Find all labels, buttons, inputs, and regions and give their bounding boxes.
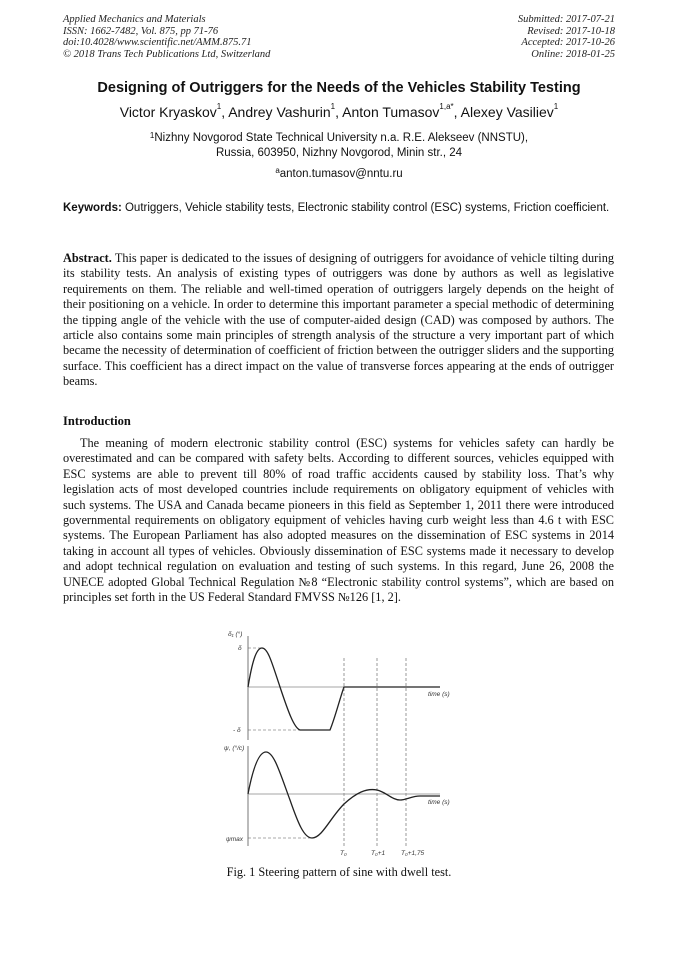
figure-caption: Fig. 1 Steering pattern of sine with dwell test. — [226, 865, 452, 879]
submission-dates — [518, 14, 615, 60]
paper-title: Designing of Outriggers for the Needs of the Vehicles Stability Testing — [97, 80, 581, 96]
author-affiliation-mark: 1,a* — [439, 102, 454, 111]
abstract-text: This paper is dedicated to the issues of designing of outriggers for avoidance of vehicle tilting during its stability tests. An analysis of existing types of outriggers was done by authors as well as legislative requirements on them. The reliable and well-timed operation of outriggers largely depends on the height of their positioning on a vehicle. In order to determine this important parameter a special methodic of determining the tipping angle of the vehicle with the use of computer-aided design (CAD) was composed by authors. The article also contains some main principles of strength analysis of the structure a very important part of which became the necessity of determination of coefficient of friction between the outrigger sliders and the supporting surface. This coefficient has a direct impact on the value of transverse forces appearing at the ends of outrigger beams. — [63, 251, 614, 389]
bottom-x-label: time (s) — [428, 799, 450, 806]
issn-line: ISSN: 1662-7482, Vol. 875, pp 71-76 — [63, 25, 219, 37]
revised-date: Revised: 2017-10-18 — [527, 25, 615, 37]
keywords-text: Outriggers, Vehicle stability tests, Electronic stability control (ESC) systems, Friction coefficient. — [121, 202, 610, 214]
journal-info — [63, 14, 270, 60]
introduction-text: The meaning of modern electronic stability control (ESC) systems for vehicles safety can hardly be overestimated and can be compared with safety belts. According to different sources, vehicles equipped with ESC systems are able to prevent till 80% of road traffic accidents caused by stability loss. That’s why legislation acts of most developed countries include requirements on obligatory equipment of vehicles with such systems. The USA and Canada became pioneers in this field as September 1, 2011 there were introduced governmental requirements on obligatory equipment of vehicles having curb weight less than 4.6 t with ESC systems. The European Parliament has also adopted measures on the dissemination of ESC systems in 2014 taking in account all types of vehicles. Obviously dissemination of ESC systems made it necessary to develop and adopt technical regulation on evaluation and testing of such systems. In this regard, June 26, 2008 the UNECE adopted Global Technical Regulation №8 “Electronic stability control systems”, which are based on principles set forth in the US Federal Standard FMVSS №126 [1, 2]. — [63, 436, 614, 605]
t0-label: T₀ — [340, 850, 347, 857]
abstract-label: Abstract. — [63, 251, 112, 265]
top-neg-delta-tick: - δ — [233, 727, 241, 734]
introduction-heading: Introduction — [63, 414, 131, 428]
affiliation — [0, 131, 678, 160]
affiliation-mark: 1 — [149, 131, 155, 140]
doi-line: doi:10.4028/www.scientific.net/AMM.875.71 — [63, 37, 252, 49]
email-address[interactable]: anton.tumasov@nntu.ru — [279, 168, 403, 180]
journal-name: Applied Mechanics and Materials — [63, 14, 206, 25]
contact-email — [0, 168, 678, 180]
bottom-y-label: ψ, (°/c) — [224, 745, 245, 752]
author-affiliation-mark: 1 — [330, 102, 336, 111]
copyright-line: © 2018 Trans Tech Publications Ltd, Switzerland — [63, 48, 271, 60]
author-name: Victor Kryaskov — [119, 104, 217, 120]
author-affiliation-mark: 1 — [216, 102, 222, 111]
top-y-label: δ₁ (°) — [228, 631, 243, 638]
submitted-date: Submitted: 2017-07-21 — [517, 14, 615, 25]
author-affiliation-mark: 1 — [553, 102, 559, 111]
author-list: Victor Kryaskov$^1$, Andrey Vashurin$^1$, Anton Tumasov$^{1,a*}$, Alexey Vasiliev$^1$ — [119, 102, 559, 120]
t1-label: T₀+1 — [371, 850, 386, 857]
affiliation-line-2: Russia, 603950, Nizhny Novgorod, Minin str., 24 — [215, 146, 463, 159]
email-mark: a — [275, 166, 280, 175]
author-name: Anton Tumasov — [342, 104, 440, 120]
author-name: Andrey Vashurin — [228, 104, 331, 120]
t2-label: T₀+1,75 — [401, 850, 425, 857]
author-name: Alexey Vasiliev — [460, 104, 554, 120]
top-x-label: time (s) — [428, 691, 450, 698]
affiliation-line-1: Nizhny Novgorod State Technical University n.a. R.E. Alekseev (NNSTU), — [154, 132, 529, 144]
steering-pattern-figure — [200, 628, 470, 860]
bottom-psi-max-tick: ψmax — [226, 836, 244, 843]
top-delta-tick: δ — [238, 645, 242, 652]
accepted-date: Accepted: 2017-10-26 — [521, 37, 615, 49]
abstract — [63, 251, 614, 390]
keywords-label: Keywords: — [63, 202, 122, 214]
keywords — [63, 201, 614, 216]
online-date: Online: 2018-01-25 — [531, 48, 615, 60]
